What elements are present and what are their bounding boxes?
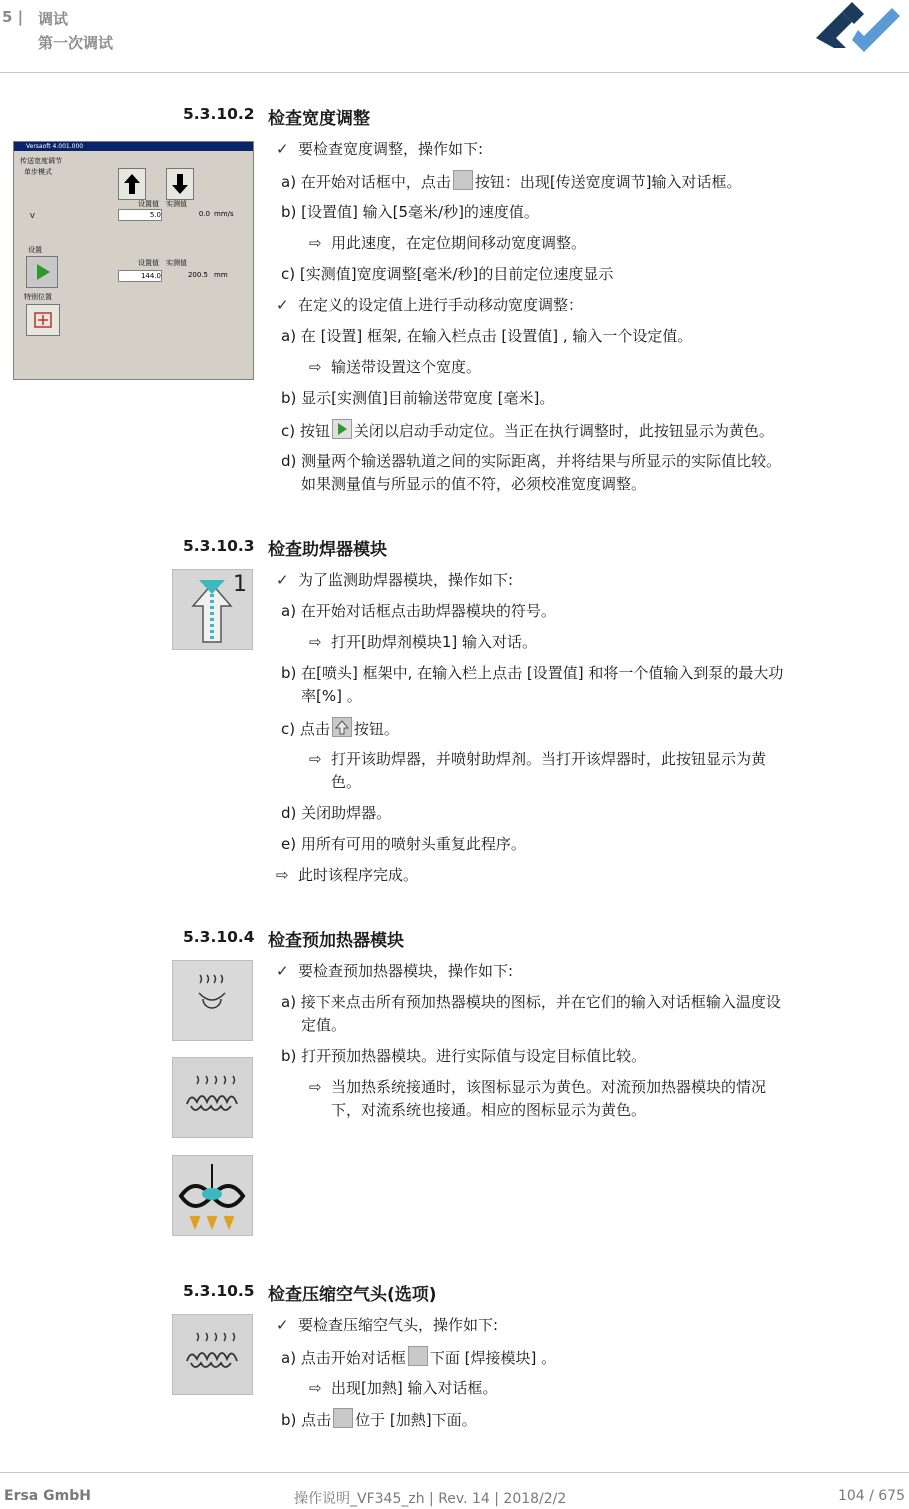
text-line: a) 点击开始对话框 下面 [焊接模块] 。 [281,1346,556,1370]
text-line: 下，对流系统也接通。相应的图标显示为黄色。 [331,1101,647,1119]
heating-button-icon [408,1346,428,1366]
width-unit: mm [214,271,228,279]
text-line: ⇨ 此时该程序完成。 [276,864,418,887]
text-line: a) 在 [设置] 框架, 在输入栏点击 [设置值] , 输入一个设定值。 [281,327,693,345]
velocity-actual-value: 0.0 [198,210,210,218]
text-line: ⇨ 输送带设置这个宽度。 [309,356,481,379]
ersa-logo-icon [812,0,904,58]
result-arrow-icon: ⇨ [309,358,322,376]
dialog-mode-label: 单步模式 [24,168,52,176]
text-line: ⇨ 打开该助焊器，并喷射助焊剂。当打开该焊器时，此按钮显示为黄 [309,748,766,771]
text-line: a) 在开始对话框中，点击 按钮：出现[传送宽度调节]输入对话框。 [281,170,742,194]
footer-rule [0,1472,909,1473]
text-line: e) 用所有可用的喷射头重复此程序。 [281,835,526,853]
text-line: ⇨ 用此速度，在定位期间移动宽度调整。 [309,232,586,255]
result-arrow-icon: ⇨ [309,1379,322,1397]
text-line: ⇨ 出现[加熱] 输入对话框。 [309,1377,497,1400]
result-arrow-icon: ⇨ [309,633,322,651]
check-marker: ✓ [276,1316,289,1334]
arrow-down-icon [166,168,194,200]
arrow-up-icon [118,168,146,200]
dialog-group-label: 传送宽度调节 [20,157,62,165]
conveyor-button-icon [453,170,473,190]
text-line: ✓ 要检查预加热器模块，操作如下: [276,960,513,983]
text-line: b) 显示[实测值]目前输送带宽度 [毫米]。 [281,389,555,407]
text-line: ✓ 为了监测助焊器模块，操作如下: [276,569,513,592]
text-line: 如果测量值与所显示的值不符，必须校准宽度调整。 [301,475,647,493]
result-arrow-icon: ⇨ [309,750,322,768]
footer-company: Ersa GmbH [4,1488,91,1504]
text-line: ⇨ 当加热系统接通时，该图标显示为黄色。对流预加热器模块的情况 [309,1076,766,1099]
result-arrow-icon: ⇨ [276,866,289,884]
text-line: ⇨ 打开[助焊剂模块1] 输入对话。 [309,631,537,654]
position-icon [26,304,60,336]
text-line: ✓ 要检查压缩空气头，操作如下: [276,1314,498,1337]
text-line: c) 按钮 关闭以启动手动定位。当正在执行调整时，此按钮显示为黄色。 [281,419,774,443]
air-knife-coil-icon [172,1314,253,1395]
dialog-title-bar: Versaoft 4.001.000 [14,142,253,151]
velocity-label: V [30,212,35,220]
heating-button-icon [333,1408,353,1428]
module-number: 1 [233,572,247,597]
result-arrow-icon: ⇨ [309,234,322,252]
preheater-module-icon [172,960,253,1041]
settings-group-label: 设置 [28,246,42,254]
text-line: b) [设置值] 输入[5毫米/秒]的速度值。 [281,203,539,221]
width-set-field: 144.0 [118,270,162,282]
width-adjust-dialog-screenshot [13,141,254,380]
header-rule [0,72,909,73]
fluxer-module-icon [172,569,253,650]
check-marker: ✓ [276,571,289,589]
section-heading: 检查压缩空气头(选项) [268,1285,437,1305]
heating-coil-icon [172,1057,253,1138]
text-line: b) 打开预加热器模块。进行实际值与设定目标值比较。 [281,1047,647,1065]
text-line: 定值。 [301,1016,347,1034]
play-icon [332,419,352,439]
check-marker: ✓ [276,140,289,158]
section-number: 5.3.10.4 [183,928,255,946]
text-line: 率[%] 。 [301,687,362,705]
text-line: b) 点击 位于 [加熱]下面。 [281,1408,477,1432]
footer-document-info: 操作说明_VF345_zh | Rev. 14 | 2018/2/2 [294,1491,567,1507]
text-line: c) 点击 按钮。 [281,717,399,741]
play-icon [26,256,58,288]
section-number: 5.3.10.5 [183,1282,255,1300]
section-title: 第一次调试 [38,34,114,52]
result-arrow-icon: ⇨ [309,1078,322,1096]
footer-page-number: 104 / 675 [837,1488,905,1504]
section-heading: 检查助焊器模块 [268,540,387,560]
convection-fan-icon [172,1155,253,1236]
text-line: a) 在开始对话框点击助焊器模块的符号。 [281,602,556,620]
chapter-number: 5 | [2,8,24,26]
text-line: a) 接下来点击所有预加热器模块的图标，并在它们的输入对话框输入温度设 [281,993,781,1011]
actual-value-header: 实测值 [166,200,187,208]
check-marker: ✓ [276,296,289,314]
set-value-header-2: 设置值 [138,259,159,267]
special-position-label: 特别位置 [24,293,52,301]
text-line: ✓ 在定义的设定值上进行手动移动宽度调整： [276,294,583,317]
set-value-header: 设置值 [138,200,159,208]
fluxer-button-icon [332,717,352,737]
section-number: 5.3.10.2 [183,105,255,123]
section-number: 5.3.10.3 [183,537,255,555]
chapter-title: 调试 [38,10,69,28]
text-line: d) 关闭助焊器。 [281,804,392,822]
text-line: ✓ 要检查宽度调整，操作如下: [276,138,483,161]
text-line: b) 在[喷头] 框架中, 在输入栏上点击 [设置值] 和将一个值输入到泵的最大功 [281,664,784,682]
section-heading: 检查宽度调整 [268,109,370,129]
check-marker: ✓ [276,962,289,980]
text-line: 色。 [331,773,362,791]
text-line: c) [实测值]宽度调整[毫米/秒]的目前定位速度显示 [281,265,614,283]
section-heading: 检查预加热器模块 [268,931,404,951]
actual-value-header-2: 实测值 [166,259,187,267]
width-actual-value: 200.5 [187,271,208,279]
velocity-unit: mm/s [214,210,234,218]
text-line: d) 测量两个输送器轨道之间的实际距离，并将结果与所显示的实际值比较。 [281,452,782,470]
velocity-set-field: 5.0 [118,209,162,221]
